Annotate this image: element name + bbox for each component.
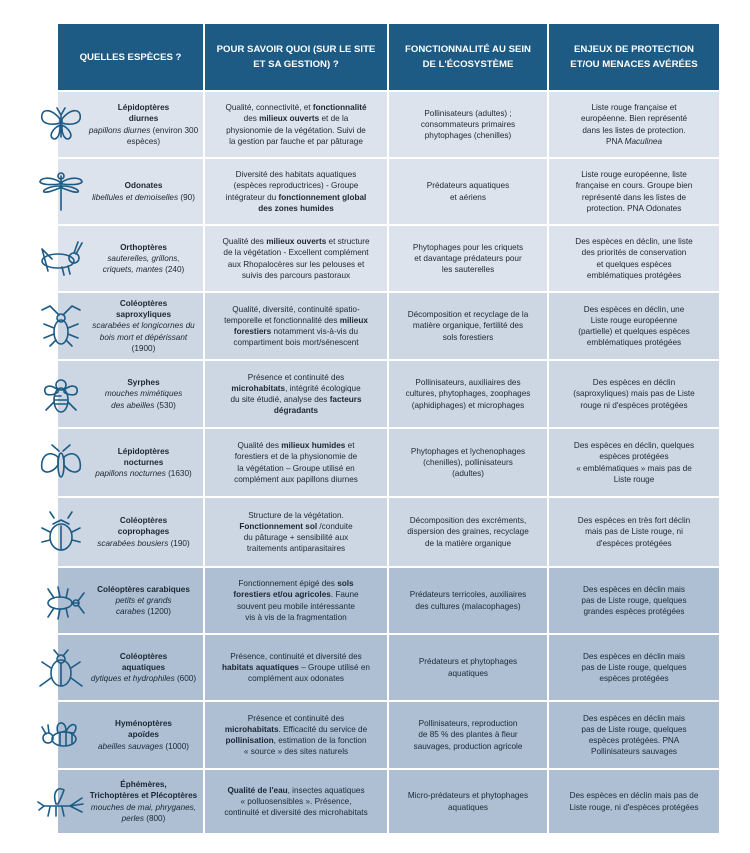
issues-text (573, 377, 695, 411)
purpose-cell (205, 770, 389, 833)
species-count: (90) (180, 192, 195, 202)
species-count: (environ 300 espèces) (126, 125, 199, 146)
issues-body-text: Des espèces en déclin, une Liste rouge européenne (partielle) et quelques espèces emblématiques protégées (578, 304, 690, 348)
emphasis-text: fonctionnement global des zones humides (258, 192, 367, 213)
issues-body-text: Des espèces en déclin mais pas de Liste rouge, quelques espèces protégées (581, 651, 687, 684)
body-text: – Groupe utilisé en complément aux odonates (247, 662, 370, 684)
species-name: Coléoptères aquatiques (119, 651, 168, 672)
grasshopper-icon (36, 237, 86, 281)
table-row (58, 427, 719, 496)
purpose-cell (205, 635, 389, 700)
longhorn-beetle-icon (36, 304, 86, 348)
species-details (105, 388, 182, 410)
species-name: Orthoptères (120, 242, 167, 252)
species-count: (530) (156, 400, 176, 410)
purpose-text (226, 169, 367, 214)
purpose-text (239, 510, 352, 555)
body-text: des (243, 114, 257, 124)
function-cell: Micro-prédateurs et phytophages aquatiques (389, 770, 549, 833)
butterfly-icon (36, 103, 86, 147)
issues-body-text: Liste rouge européenne, liste française en cours. Groupe bien représenté dans les listes de protection. PNA Odonates (575, 170, 693, 213)
species-cell (58, 361, 205, 427)
body-text: , estimation de la fonction « source » des sites naturels (243, 736, 367, 757)
species-name: Odonates (124, 181, 163, 191)
species-details (92, 192, 195, 203)
table-header (58, 24, 719, 90)
body-text: Présence et continuité des (247, 713, 345, 723)
purpose-text (225, 102, 366, 147)
species-description: mouches mimétiques des abeilles (104, 389, 183, 410)
function-cell: Pollinisateurs, auxiliaires des cultures, phytophages, zoophages (aphidiphages) et microphages (389, 361, 549, 427)
table-row (58, 359, 719, 427)
species-cell (58, 293, 205, 359)
species-cell (58, 159, 205, 224)
species-cell (58, 770, 205, 833)
purpose-cell (205, 159, 389, 224)
emphasis-text: milieux ouverts (259, 114, 320, 124)
issues-body-text: Des espèces en déclin, quelques espèces protégées « emblématiques » mais pas de Liste rouge (573, 441, 695, 484)
issues-text (581, 651, 686, 685)
issues-cell (549, 92, 719, 157)
function-cell: Prédateurs aquatiques et aériens (389, 159, 549, 224)
issues-body-text: Des espèces en déclin mais pas de Liste rouge, quelques espèces protégées. PNA Pollinisateurs sauvages (581, 713, 687, 757)
emphasis-text: milieux forestiers (233, 315, 368, 336)
species-details (103, 253, 184, 275)
function-cell: Décomposition des excréments, dispersion des graines, recyclage de la matière organique (389, 498, 549, 566)
issues-text (574, 440, 694, 485)
table-row (58, 224, 719, 291)
species-details (98, 741, 189, 752)
species-details (88, 125, 199, 147)
species-description: dytiques et hydrophiles (90, 674, 175, 684)
purpose-text (224, 304, 368, 349)
body-text: et forestiers et de la physionomie de la végétation – Groupe utilisé en complément aux papillons diurnes (234, 441, 358, 484)
body-text: . Faune souvent peu mobile intéressante vis à vis de la fragmentation (237, 590, 359, 622)
species-count: (1000) (165, 741, 190, 751)
issues-cell (549, 429, 719, 496)
purpose-cell (205, 498, 389, 566)
emphasis-text: milieux humides (281, 441, 346, 451)
body-text: Diversité des habitats aquatiques (espèces reproductrices) - Groupe intégrateur du (225, 170, 359, 202)
species-name: Lépidoptères diurnes (117, 103, 170, 124)
species-name: Hyménoptères apoïdes (115, 719, 172, 740)
table-row (58, 633, 719, 700)
header-species: QUELLES ESPÈCES ? (58, 24, 205, 90)
species-details (97, 538, 189, 549)
purpose-cell (205, 702, 389, 768)
purpose-cell (205, 226, 389, 291)
species-count: (240) (165, 265, 185, 275)
mayfly-icon (36, 780, 86, 824)
issues-cell (549, 770, 719, 833)
species-description: sauterelles, grillons, criquets, mantes (102, 253, 180, 275)
species-description: scarabées bousiers (97, 538, 169, 548)
species-details (88, 320, 199, 354)
emphasis-text: pollinisation (225, 736, 274, 745)
body-text: Présence et continuité des (247, 372, 345, 382)
dragonfly-icon (36, 170, 86, 214)
function-cell: Décomposition et recyclage de la matière organique, fertilité des sols forestiers (389, 293, 549, 359)
emphasis-text: Fonctionnement sol (239, 521, 318, 531)
purpose-text (222, 236, 369, 281)
emphasis-text: sols forestiers et/ou agricoles (233, 579, 354, 600)
species-details (95, 468, 192, 479)
species-name: Lépidoptères nocturnes (117, 446, 170, 467)
header-purpose: POUR SAVOIR QUOI (SUR LE SITE ET SA GESTION) ? (205, 24, 389, 90)
dung-beetle-icon (36, 510, 86, 554)
issues-body-text: Des espèces en déclin (saproxyliques) mais pas de Liste rouge ni d'espèces protégées (573, 378, 695, 410)
species-name: Coléoptères coprophages (117, 516, 170, 537)
body-text: , intégrité écologique du site étudié, analyse des (230, 383, 361, 404)
ground-beetle-icon (36, 579, 86, 623)
purpose-text (230, 372, 361, 417)
species-description: papillons nocturnes (95, 469, 166, 479)
species-description: abeilles sauvages (97, 741, 164, 751)
species-description: mouches de mai, phryganes, perles (90, 802, 197, 823)
body-text: Structure de la végétation. (248, 510, 344, 520)
purpose-cell (205, 568, 389, 633)
emphasis-text: microhabitats (224, 724, 279, 734)
table-row (58, 566, 719, 633)
issues-body-text: Des espèces en très fort déclin mais pas de Liste rouge, ni d'espèces protégées (577, 516, 691, 548)
body-text: Qualité des (222, 237, 267, 247)
purpose-cell (205, 361, 389, 427)
issues-cell (549, 293, 719, 359)
function-cell: Phytophages et lychenophages (chenilles), pollinisateurs (adultes) (389, 429, 549, 496)
species-description: petits et grands carabes (115, 595, 172, 617)
species-details (91, 673, 196, 684)
species-name: Éphémères, Trichoptères et Plécoptères (89, 780, 198, 801)
issues-text (581, 102, 687, 147)
table-row (58, 700, 719, 768)
issues-cell (549, 568, 719, 633)
body-text: Fonctionnement épigé des (238, 579, 338, 589)
species-cell (58, 702, 205, 768)
body-text: /conduite du pâturage + sensibilité aux traitements antiparasitaires (243, 521, 353, 554)
purpose-cell (205, 92, 389, 157)
issues-text (576, 169, 693, 214)
issues-body-text: Des espèces en déclin mais pas de Liste rouge, ni d'espèces protégées (569, 791, 699, 812)
species-cell (58, 635, 205, 700)
purpose-text (233, 578, 358, 623)
species-description: scarabées et longicornes du bois mort et dépérissant (92, 321, 195, 342)
water-beetle-icon (36, 646, 86, 690)
species-count: (600) (176, 674, 197, 684)
species-count: (190) (170, 538, 190, 548)
emphasis-text: fonctionnalité (312, 103, 367, 113)
issues-body-text: Des espèces en déclin, une liste des priorités de conservation et quelques espèces emblématiques protégées (575, 237, 693, 280)
issues-text (578, 515, 690, 549)
issues-cell (549, 361, 719, 427)
issues-cell (549, 498, 719, 566)
body-text: et structure de la végétation - Excellent complément aux Rhopalocères sur les pelouses et suivis des parcours pastoraux (223, 237, 370, 280)
species-count: (1200) (147, 607, 172, 617)
issues-body-text: Liste rouge française et européenne. Bien représenté dans les listes de protection. PNA (580, 103, 688, 146)
emphasis-text: habitats aquatiques (222, 662, 299, 672)
header-issues: ENJEUX DE PROTECTION ET/OU MENACES AVÉRÉES (549, 24, 719, 90)
species-cell (58, 429, 205, 496)
body-text: notamment vis-à-vis du compartiment bois mort/sénescent (233, 327, 359, 348)
body-text: Présence, continuité et diversité des (230, 651, 362, 661)
species-name: Syrphes (127, 378, 160, 388)
table-row (58, 157, 719, 224)
body-text: et de la physionomie de la végétation. Suivi de la gestion par fauche et par pâturage (226, 114, 366, 146)
function-cell: Pollinisateurs (adultes) ; consommateurs primaires phytophages (chenilles) (389, 92, 549, 157)
issues-body-text: Des espèces en déclin mais pas de Liste rouge, quelques grandes espèces protégées (581, 584, 687, 617)
issues-text (581, 713, 686, 758)
issues-text (578, 304, 690, 349)
bee-icon (36, 713, 86, 757)
hoverfly-icon (36, 372, 86, 416)
table-row (58, 768, 719, 833)
issues-cell (549, 635, 719, 700)
emphasis-text: facteurs dégradants (273, 395, 362, 416)
species-details (116, 595, 172, 617)
species-name: Coléoptères saproxyliques (115, 298, 172, 320)
function-cell: Prédateurs terricoles, auxiliaires des cultures (malacophages) (389, 568, 549, 633)
species-count: (800) (146, 813, 166, 823)
species-count: (1630) (168, 469, 192, 479)
issues-cell (549, 702, 719, 768)
species-description: papillons diurnes (88, 125, 151, 135)
function-cell: Pollinisateurs, reproduction de 85 % des plantes à fleur sauvages, production agricole (389, 702, 549, 768)
function-cell: Prédateurs et phytophages aquatiques (389, 635, 549, 700)
purpose-text (234, 440, 358, 485)
species-cell (58, 568, 205, 633)
issues-text (575, 236, 692, 281)
table-body (58, 90, 719, 833)
body-text: , insectes aquatiques « polluosensibles ». Présence, continuité et diversité des microhabitats (224, 785, 368, 818)
species-cell (58, 498, 205, 566)
species-details (91, 802, 196, 824)
body-text: Qualité, diversité, continuité spatio- temporelle et fonctionnalité des (224, 304, 360, 325)
table-row (58, 496, 719, 566)
emphasis-text: Qualité de l'eau (227, 785, 288, 795)
insect-indicator-table (58, 24, 719, 833)
purpose-text (224, 785, 367, 819)
body-text: . Efficacité du service de (278, 724, 368, 734)
emphasis-text: microhabitats (231, 383, 286, 393)
function-cell: Phytophages pour les criquets et davantage prédateurs pour les sauterelles (389, 226, 549, 291)
emphasis-text: milieux ouverts (266, 237, 327, 247)
species-cell (58, 226, 205, 291)
species-count: (1900) (131, 343, 156, 353)
issues-italic-text: Maculinea (624, 136, 662, 146)
purpose-text (222, 651, 370, 685)
issues-text (581, 584, 686, 618)
header-function: FONCTIONNALITÉ AU SEIN DE L'ÉCOSYSTÈME (389, 24, 549, 90)
issues-cell (549, 226, 719, 291)
body-text: Qualité, connectivité, et (225, 103, 313, 113)
issues-cell (549, 159, 719, 224)
table-row (58, 291, 719, 359)
table-row (58, 90, 719, 157)
moth-icon (36, 441, 86, 485)
purpose-cell (205, 429, 389, 496)
species-description: libellules et demoiselles (92, 192, 179, 202)
purpose-cell (205, 293, 389, 359)
body-text: Qualité des (237, 441, 282, 451)
issues-text (569, 790, 698, 812)
purpose-text (225, 713, 367, 758)
species-name: Coléoptères carabiques (97, 584, 190, 594)
species-cell (58, 92, 205, 157)
